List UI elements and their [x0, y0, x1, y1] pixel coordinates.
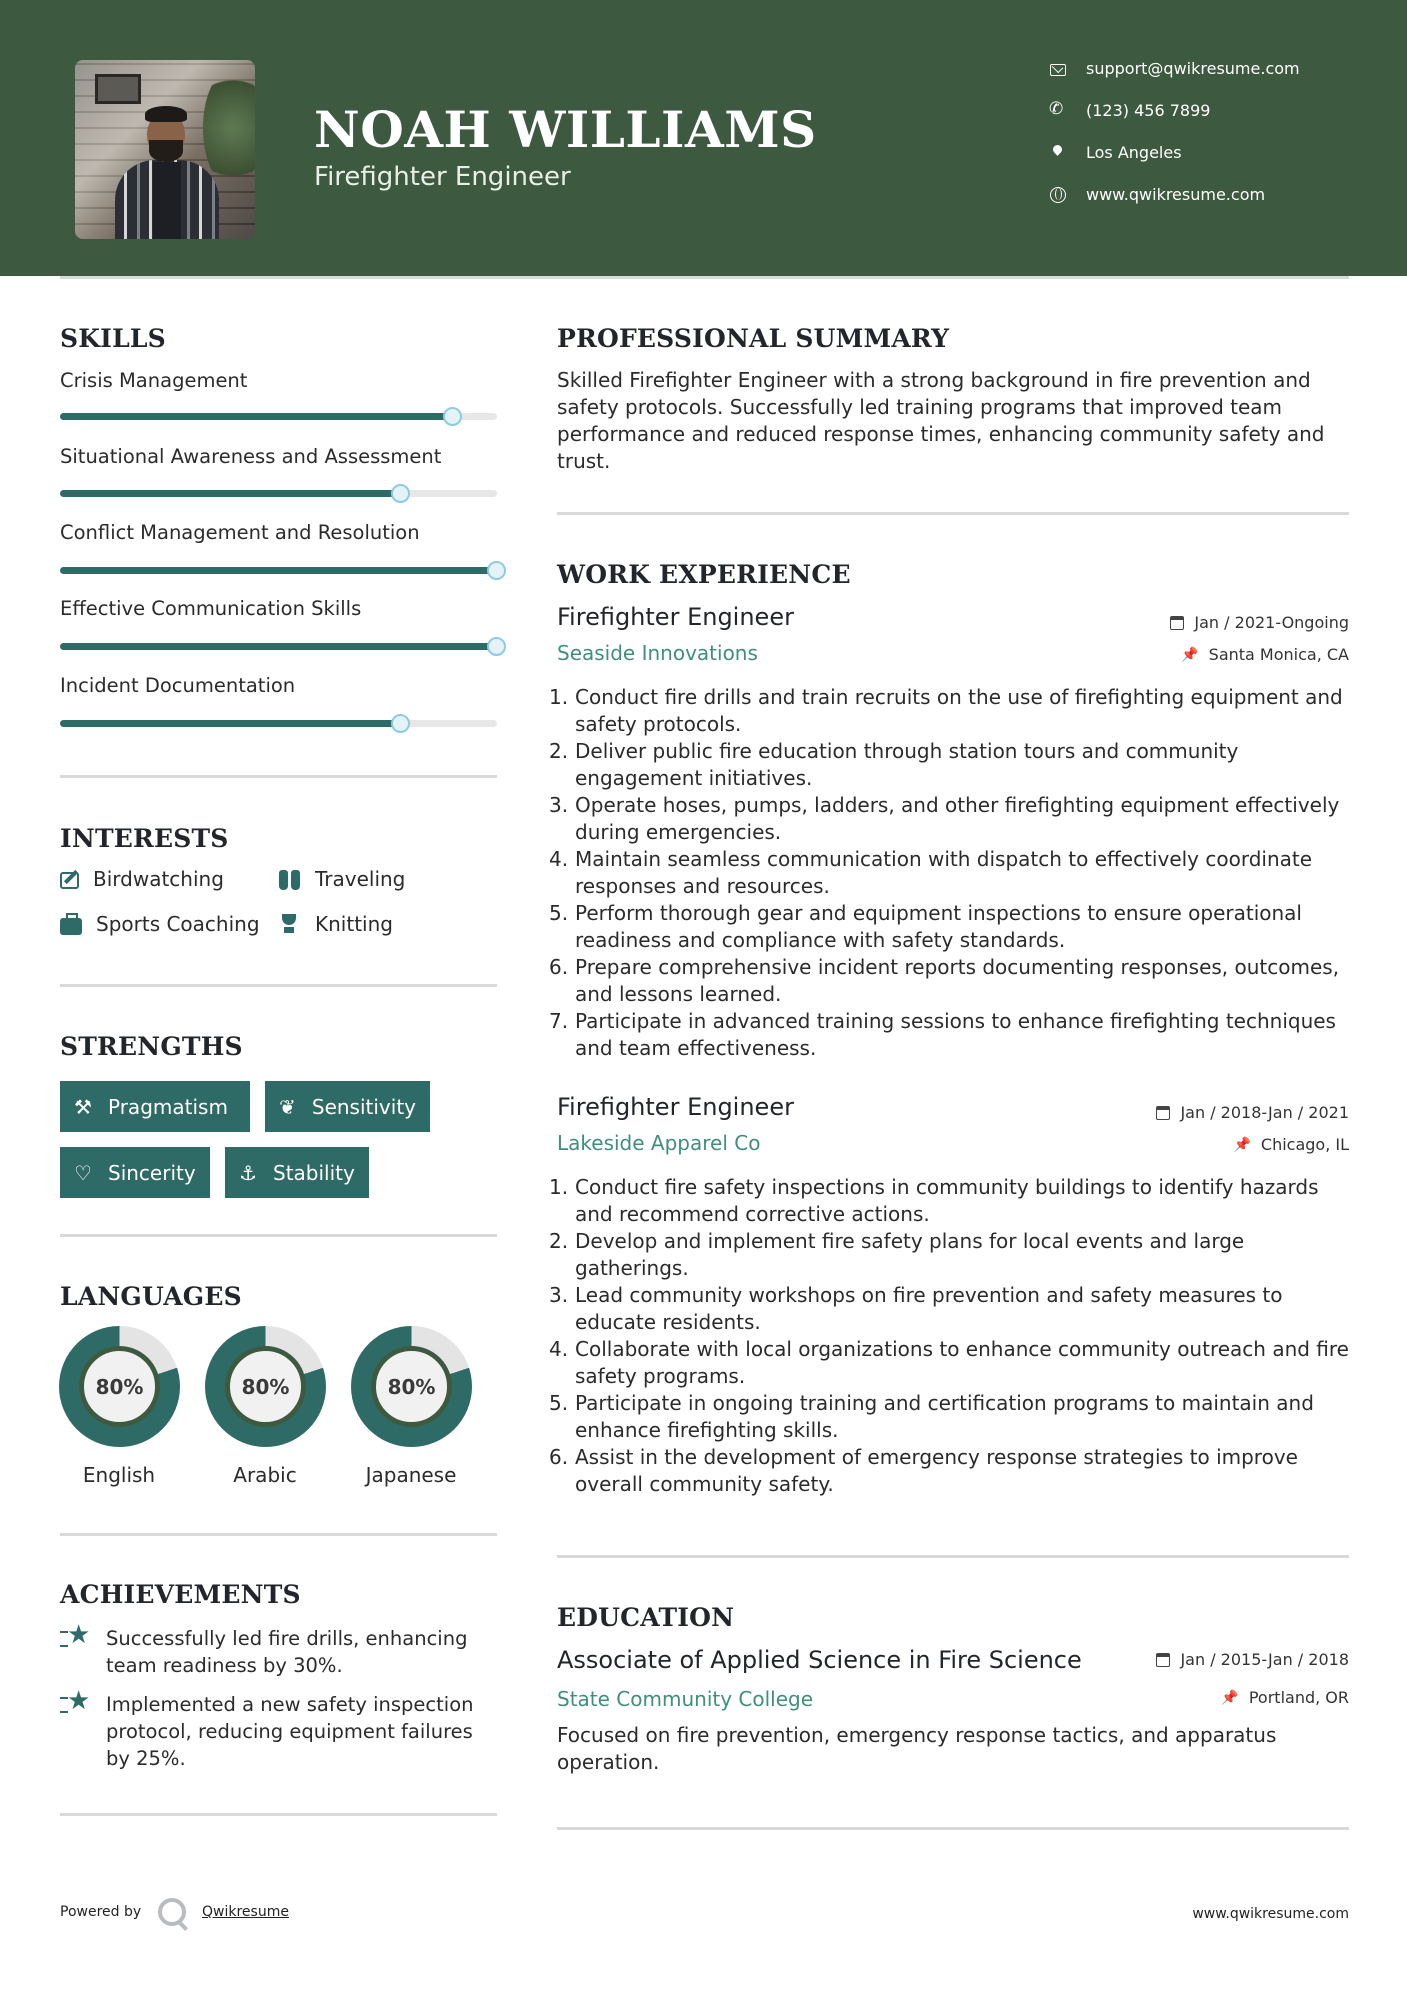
summary-text: Skilled Firefighter Engineer with a strong background in fire prevention and safety protocols. Successfully led training programs that improved team performance and reduced response times, enhancing community safety and trust. — [557, 368, 1325, 473]
skill-bar — [60, 567, 497, 574]
education-location-text: Portland, OR — [1248, 1688, 1349, 1707]
header-divider — [60, 276, 1349, 279]
strength-label: Pragmatism — [108, 1094, 228, 1119]
list-item: Perform thorough gear and equipment inspections to ensure operational readiness and compliance with safety standards. — [575, 901, 1302, 952]
language-donut — [351, 1326, 472, 1447]
job-bullets — [551, 684, 1351, 1062]
job-title: Firefighter Engineer — [557, 1093, 794, 1121]
edit-icon — [60, 872, 79, 889]
skill-label: Effective Communication Skills — [60, 597, 362, 620]
achievements-heading: ACHIEVEMENTS — [60, 1580, 301, 1609]
skill-bar — [60, 643, 497, 650]
resume-header — [0, 0, 1407, 276]
job-location — [1233, 1135, 1349, 1154]
language-percent: 80% — [225, 1346, 306, 1427]
summary-heading: PROFESSIONAL SUMMARY — [557, 324, 950, 353]
contact-website[interactable] — [1050, 185, 1265, 204]
interest-label: Traveling — [315, 867, 406, 891]
section-divider — [557, 512, 1349, 515]
language-donut — [59, 1326, 180, 1447]
interest-item — [279, 867, 405, 891]
list-item: Assist in the development of emergency response strategies to improve overall community safety. — [575, 1445, 1298, 1496]
interest-label: Sports Coaching — [96, 912, 260, 936]
skill-knob — [391, 714, 410, 733]
strength-label: Sensitivity — [311, 1094, 416, 1119]
skill-knob — [487, 561, 506, 580]
job-location-text: Chicago, IL — [1260, 1135, 1349, 1154]
star-icon — [60, 1691, 92, 1717]
list-item: Conduct fire safety inspections in community buildings to identify hazards and recommend corrective actions. — [575, 1175, 1319, 1226]
interest-label: Birdwatching — [93, 867, 224, 891]
location-icon — [1050, 145, 1066, 161]
calendar-icon — [1170, 616, 1184, 630]
achievement-item — [60, 1625, 500, 1679]
leaf-icon: ❦ — [279, 1094, 296, 1119]
section-divider — [60, 775, 497, 778]
achievement-item — [60, 1691, 500, 1772]
star-icon — [60, 1625, 92, 1651]
job-dates — [1170, 613, 1349, 632]
skill-bar — [60, 490, 497, 497]
calendar-icon — [1156, 1653, 1170, 1667]
strength-tag — [60, 1081, 250, 1132]
profile-photo — [75, 60, 255, 239]
interests-heading: INTERESTS — [60, 824, 229, 853]
school-name: State Community College — [557, 1687, 814, 1711]
calendar-icon — [1156, 1106, 1170, 1120]
education-location — [1221, 1688, 1349, 1707]
list-item: Develop and implement fire safety plans for local events and large gatherings. — [575, 1229, 1245, 1280]
strengths-heading: STRENGTHS — [60, 1032, 243, 1061]
section-divider — [557, 1555, 1349, 1558]
footer-url[interactable]: www.qwikresume.com — [1192, 1906, 1349, 1922]
job-title: Firefighter Engineer — [557, 603, 794, 631]
language-name: Japanese — [365, 1463, 457, 1487]
section-divider — [60, 1234, 497, 1237]
language-donut — [205, 1326, 326, 1447]
job-dates-text: Jan / 2018-Jan / 2021 — [1180, 1103, 1349, 1122]
interest-item — [60, 912, 260, 936]
job-dates — [1156, 1103, 1349, 1122]
languages-heading: LANGUAGES — [60, 1282, 242, 1311]
job-location — [1181, 645, 1349, 664]
anchor-icon: ⚓ — [239, 1160, 257, 1185]
strength-label: Stability — [273, 1160, 355, 1185]
education-heading: EDUCATION — [557, 1603, 735, 1632]
footer-powered-by: Powered by — [60, 1904, 142, 1920]
candidate-name: NOAH WILLIAMS — [314, 100, 817, 159]
skill-label: Crisis Management — [60, 369, 248, 392]
heart-icon: ♡ — [74, 1160, 92, 1185]
pin-icon: 📌 — [1221, 1689, 1239, 1706]
list-item: Maintain seamless communication with dispatch to effectively coordinate responses and resources. — [575, 847, 1313, 898]
education-dates-text: Jan / 2015-Jan / 2018 — [1180, 1650, 1349, 1669]
globe-icon — [1050, 187, 1066, 203]
section-divider — [60, 984, 497, 987]
list-item: Participate in advanced training sessions to enhance firefighting techniques and team effectiveness. — [575, 1009, 1336, 1060]
achievement-text: Implemented a new safety inspection protocol, reducing equipment failures by 25%. — [106, 1693, 474, 1770]
gavel-icon: ⚒ — [74, 1094, 92, 1119]
degree-title: Associate of Applied Science in Fire Science — [557, 1646, 1082, 1674]
skill-bar — [60, 413, 497, 420]
contact-phone[interactable] — [1050, 101, 1210, 120]
skill-knob — [443, 407, 462, 426]
skill-knob — [487, 637, 506, 656]
mail-icon — [1050, 64, 1066, 76]
contact-website-text: www.qwikresume.com — [1086, 185, 1266, 204]
education-dates — [1156, 1650, 1349, 1669]
list-item: Operate hoses, pumps, ladders, and other firefighting equipment effectively during emergencies. — [575, 793, 1340, 844]
phone-icon — [1050, 103, 1066, 119]
language-percent: 80% — [79, 1346, 160, 1427]
skills-heading: SKILLS — [60, 324, 166, 353]
list-item: Participate in ongoing training and certification programs to maintain and enhance firefighting skills. — [575, 1391, 1314, 1442]
strength-tag — [265, 1081, 430, 1132]
interest-item — [279, 912, 393, 936]
contact-email[interactable] — [1050, 59, 1300, 78]
language-name: English — [82, 1463, 156, 1487]
section-divider — [60, 1533, 497, 1536]
contact-email-text: support@qwikresume.com — [1086, 59, 1300, 78]
company-name: Seaside Innovations — [557, 641, 758, 665]
qwikresume-logo-icon — [158, 1898, 186, 1926]
education-description: Focused on fire prevention, emergency response tactics, and apparatus operation. — [557, 1723, 1277, 1774]
job-bullets — [551, 1174, 1351, 1498]
strength-tag — [225, 1147, 369, 1198]
briefcase-icon — [60, 918, 82, 935]
pin-icon: 📌 — [1181, 646, 1199, 663]
company-name: Lakeside Apparel Co — [557, 1131, 761, 1155]
section-divider — [60, 1813, 497, 1816]
section-divider — [557, 1827, 1349, 1830]
footer-brand-link[interactable]: Qwikresume — [202, 1904, 289, 1920]
contact-location-text: Los Angeles — [1086, 143, 1182, 162]
contact-phone-text: (123) 456 7899 — [1086, 101, 1211, 120]
skill-label: Incident Documentation — [60, 674, 296, 697]
skill-label: Conflict Management and Resolution — [60, 521, 420, 544]
contact-location — [1050, 143, 1182, 162]
language-name: Arabic — [233, 1463, 297, 1487]
job-location-text: Santa Monica, CA — [1208, 645, 1349, 664]
pin-icon: 📌 — [1233, 1136, 1251, 1153]
interest-label: Knitting — [315, 912, 393, 936]
interest-item — [60, 867, 224, 891]
list-item: Deliver public fire education through station tours and community engagement initiatives. — [575, 739, 1239, 790]
strength-tag — [60, 1147, 210, 1198]
binoculars-icon — [279, 868, 301, 890]
skill-knob — [391, 484, 410, 503]
language-percent: 80% — [371, 1346, 452, 1427]
list-item: Collaborate with local organizations to enhance community outreach and fire safety programs. — [575, 1337, 1349, 1388]
list-item: Lead community workshops on fire prevention and safety measures to educate residents. — [575, 1283, 1283, 1334]
skill-label: Situational Awareness and Assessment — [60, 445, 442, 468]
trophy-icon — [279, 913, 301, 935]
skill-bar — [60, 720, 497, 727]
candidate-title: Firefighter Engineer — [314, 162, 571, 192]
job-dates-text: Jan / 2021-Ongoing — [1194, 613, 1349, 632]
list-item: Conduct fire drills and train recruits on the use of firefighting equipment and safety protocols. — [575, 685, 1343, 736]
strength-label: Sincerity — [108, 1160, 196, 1185]
achievement-text: Successfully led fire drills, enhancing team readiness by 30%. — [106, 1627, 468, 1677]
list-item: Prepare comprehensive incident reports documenting responses, outcomes, and lessons learned. — [575, 955, 1340, 1006]
experience-heading: WORK EXPERIENCE — [557, 560, 851, 589]
